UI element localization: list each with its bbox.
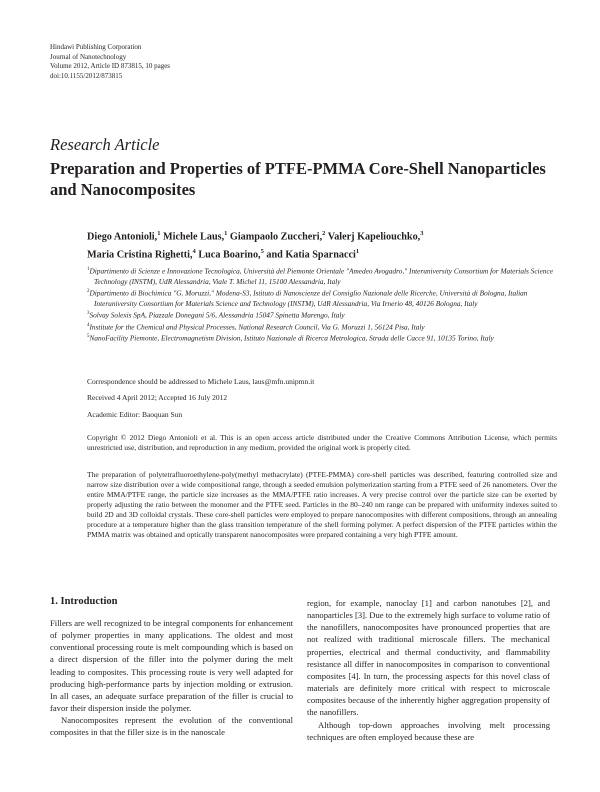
author-affil-mark: 4 [192,248,196,256]
body-column-right [307,597,550,743]
author-affil-mark: 2 [322,230,326,237]
author-affil-mark: 1 [355,248,360,256]
affiliation-text: Solvay Solexis SpA, Piazzale Donegani 5/6, Alessandria 15047 Spinetta Marengo, Italy [89,310,345,320]
author-list [87,226,557,263]
affiliation-text: Dipartimento di Biochimica "G. Moruzzi," Modena-S3, Istituto di Nanoscienze del Consiglio Nazionale delle Ricerche, Università di Bologna, Italian Interuniversity Consortium for Materials Science and Technology (INSTM), UdR Alessandria, Via Irnerio 48, 40126 Bologna, Italy [89,288,528,308]
affiliation [87,265,557,287]
affiliation-number: 5 [87,334,90,340]
affiliation-number: 2 [87,289,90,295]
doi-line: doi:10.1155/2012/873815 [50,71,123,80]
copyright-notice: Copyright © 2012 Diego Antonioli et al. This is an open access article distributed under the Creative Commons Attribution License, which permits unrestricted use, distribution, and reproduction in any medium, provided the original work is properly cited. [87,433,557,452]
author-affil-mark: 5 [260,248,264,256]
correspondence-note: Correspondence should be addressed to Michele Laus, laus@mfn.unipmn.it [87,377,315,386]
affiliation-number: 1 [87,267,90,272]
journal-header [50,43,170,81]
author-affil-mark: 1 [224,230,228,237]
affiliation-text: Institute for the Chemical and Physical Processes, National Research Council, Via G. Moruzzi 1, 56124 Pisa, Italy [89,322,425,332]
affiliation [87,287,557,309]
affiliation-text: NanoFacility Piemonte, Electromagnetism Division, Istituto Nazionale di Ricerca Metrologica, Strada delle Cacce 91, 10135 Torino, Italy [89,333,494,343]
journal-name: Journal of Nanotechnology [50,52,127,61]
body-column-left [50,617,293,739]
author-name: Giampaolo Zuccheri, [227,231,323,243]
author-affil-mark: 1 [157,230,161,237]
academic-editor: Academic Editor: Baoquan Sun [87,410,183,419]
article-type: Research Article [50,135,160,154]
received-dates: Received 4 April 2012; Accepted 16 July 2012 [87,393,228,402]
author-name: Michele Laus, [160,231,225,243]
author-name: Valerj Kapeliouchko, [325,231,421,243]
affiliation [87,309,557,321]
paragraph: Fillers are well recognized to be integral components for enhancement of polymer properties in many applications. The oldest and most conventional processing route is melt compounding which is based on a direct dispersion of the filler into the polymer during the melt leading to composites. This processing route is very well adapted for producing high-performance parts by injection molding or extrusion. In all cases, an adequate surface preparation of the filler is crucial to favor their dispersion inside the polymer. [50,618,293,714]
volume-line: Volume 2012, Article ID 873815, 10 pages [50,62,171,70]
paragraph: Nanocomposites represent the evolution of the conventional composites in that the filler size is in the nanoscale [50,715,293,738]
paragraph: Although top-down approaches involving melt processing techniques are often employed because these are [307,719,550,742]
author-name: Luca Boarino, [195,249,261,261]
section-heading: 1. Introduction [50,596,118,607]
affiliation [87,332,557,344]
affiliation-number: 3 [87,311,90,317]
affiliation-number: 4 [87,322,90,328]
author-name: Maria Cristina Righetti, [87,249,193,261]
paper-title: Preparation and Properties of PTFE-PMMA Core-Shell Nanoparticles and Nanocomposites [50,159,546,199]
affiliation-text: Dipartimento di Scienze e Innovazione Tecnologica, Università del Piemonte Orientale "Amedeo Avogadro," Interuniversity Consortium for Materials Science Technology (INSTM), UdR Alessandria, Viale T. Michel 11, 15100 Alessandria, Italy [89,266,553,286]
author-name: and Katia Sparnacci [263,249,356,261]
author-name: Diego Antonioli, [87,231,158,243]
affiliation-list [87,265,557,344]
paragraph: region, for example, nanoclay [1] and carbon nanotubes [2], and nanoparticles [3]. Due to the extremely high surface to volume ratio of the nanofillers, nanocomposites have pronounced properties that are not realized with traditional microscale fillers. The mechanical properties, electrical and thermal conductivity, and flammability resistance all differ in nanocomposites in comparison to conventional composites [4]. In turn, the processing aspects for this novel class of materials are definitely more critical with respect to microscale composites because of the inherently higher aggregation propensity of the nanofillers. [307,598,550,718]
affiliation [87,321,557,333]
abstract: The preparation of polytetrafluoroethylene-poly(methyl methacrylate) (PTFE-PMMA) core-shell particles was described, featuring controlled size and narrow size distribution over a wide compositional range, through a seeded emulsion polymerization starting from a PTFE seed of 26 nanometers. Over the entire MMA/PTFE range, the particle size increases as the MMA/PTFE ratio increases. A very precise control over the particle size can be exerted by properly adjusting the ratio between the monomer and the PTFE seed. Particles in the 80–240 nm range can be prepared with uniformity indexes suited to build 2D and 3D colloidal crystals. These core-shell particles were employed to prepare nanocomposites with different compositions, through an annealing procedure at a temperature higher than the glass transition temperature of the shell forming polymer. A perfect dispersion of the PTFE particles within the PMMA matrix was obtained and optically transparent nanocomposites were prepared containing a very high PTFE amount. [87,470,557,539]
publisher-line: Hindawi Publishing Corporation [50,43,142,51]
author-affil-mark: 3 [420,230,424,237]
